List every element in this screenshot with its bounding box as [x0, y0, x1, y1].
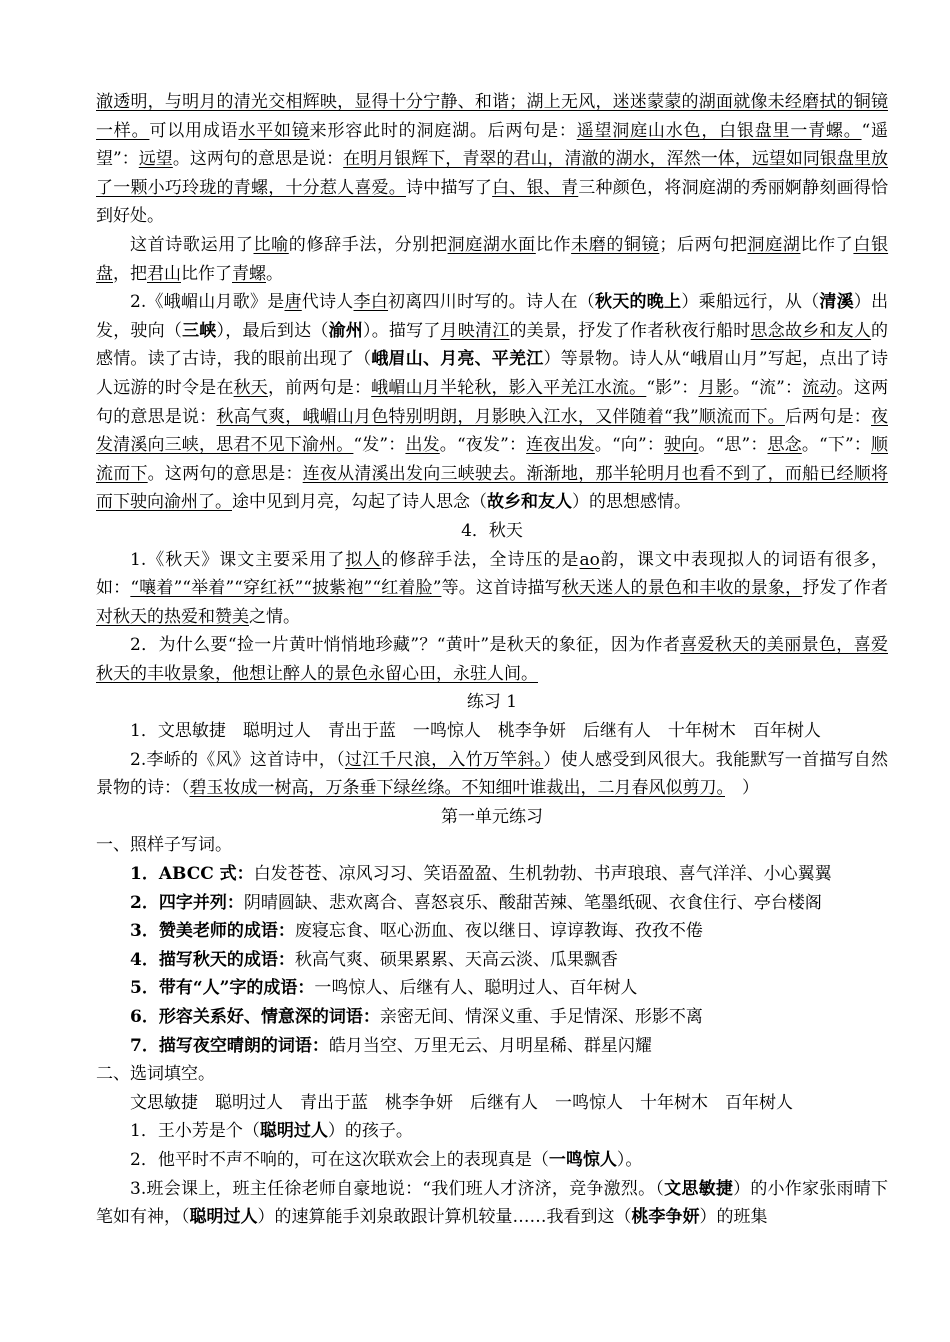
text-run: 可以用成语 — [149, 120, 239, 141]
text-run: 2.李峤的《风》这首诗中，（ — [130, 749, 345, 770]
text-run: 后两句是： — [784, 406, 871, 427]
paragraph-wind-poem — [96, 746, 888, 803]
underlined-answer: 连夜出发 — [526, 435, 595, 456]
underlined-answer: 水平如镜 — [238, 120, 310, 141]
underlined-answer: 喜爱秋天的美丽景色，喜爱秋天的丰收景象，他想让醉人的景色永留心田，永驻人间。 — [96, 635, 888, 684]
underlined-answer: 拟人 — [345, 549, 382, 570]
underlined-answer: “嚷着”“举着”“穿红袄”“披紫袍”“红着脸” — [130, 578, 442, 599]
underlined-answer: 比喻 — [253, 234, 289, 255]
word-pattern-list — [96, 860, 888, 1060]
text-run: ）的小作家张雨晴下笔如有神，（ — [96, 1178, 889, 1228]
underlined-answer: 月映清江 — [440, 320, 510, 341]
paragraph-dongting-explanation — [96, 88, 888, 231]
word-pattern-item — [96, 946, 888, 975]
underlined-answer: 遥望洞庭山水色，白银盘里一青螺。 — [576, 120, 862, 141]
text-run: 3.班会课上，班主任徐老师自豪地说：“我们班人才济济，竞争激烈。（ — [130, 1178, 665, 1199]
underlined-answer: 月影 — [698, 377, 733, 398]
underlined-answer: 出发 — [405, 435, 440, 456]
text-run: 来形容此时的洞庭湖。后两句是： — [309, 120, 577, 141]
underlined-answer: 夜发清溪向三峡，思君不见下渝州。 — [96, 406, 888, 456]
word-pattern-label: 7．描写夜空晴朗的词语： — [130, 1035, 329, 1056]
text-run: 比作了 — [181, 263, 232, 284]
text-run: 2．为什么要“捡一片黄叶悄悄地珍藏”？“黄叶”是秋天的象征，因为作者 — [130, 635, 681, 656]
text-run: “影”： — [646, 377, 699, 398]
text-run: 这首诗歌运用了 — [130, 234, 254, 255]
text-run: ） — [725, 778, 759, 799]
bold-answer: 秋天的晚上 — [595, 292, 682, 313]
underlined-answer: 远望 — [138, 149, 173, 170]
text-run: 的美景，抒发了作者秋夜行船时 — [509, 320, 751, 341]
bold-answer: 桃李争妍 — [631, 1207, 700, 1228]
text-run: 初离四川时写的。诗人在（ — [388, 292, 596, 313]
text-run: 比作 — [535, 234, 572, 255]
bold-answer: 故乡和友人 — [487, 492, 572, 513]
word-choice-bank: 文思敏捷 聪明过人 青出于蓝 桃李争妍 后继有人 一鸣惊人 十年树木 百年树人 — [130, 1092, 793, 1113]
section-1-title: 一、照样子写词。 — [96, 835, 232, 856]
underlined-answer: 连夜从清溪出发向三峡驶去。渐渐地，那半轮明月也看不到了，而船已经顺将而下驶向渝州了。 — [96, 463, 889, 513]
word-pattern-words: 白发苍苍、凉风习习、笑语盈盈、生机勃勃、书声琅琅、喜气洋洋、小心翼翼 — [253, 864, 832, 885]
word-pattern-label: 4．描写秋天的成语： — [130, 949, 295, 970]
underlined-answer: 碧玉妆成一树高，万条垂下绿丝绦。不知细叶谁裁出，二月春风似剪刀。 — [189, 778, 725, 799]
word-pattern-label: 6．形容关系好、情意深的词语： — [130, 1007, 380, 1027]
word-pattern-item — [96, 1032, 888, 1061]
text-run: “发”： — [353, 435, 406, 456]
text-run: 的修辞手法，分别把 — [288, 234, 448, 255]
bold-answer: 聪明过人 — [259, 1121, 328, 1142]
text-run: ）的速算能手刘泉敢跟计算机较量……我看到这（ — [257, 1207, 632, 1228]
underlined-answer: 秋高气爽，峨嵋山月色特别明朗，月影映入江水，又伴随着“我”顺流而下。 — [216, 406, 785, 427]
word-pattern-item — [96, 889, 888, 918]
underlined-answer: 对秋天的热爱和赞美 — [96, 606, 249, 627]
text-run: 之情。 — [249, 606, 300, 627]
text-run: 代诗人 — [301, 292, 354, 313]
paragraph-idiom-list — [96, 717, 888, 746]
word-pattern-item — [96, 974, 888, 1003]
word-pattern-words: 秋高气爽、硕果累累、天高云淡、瓜果飘香 — [294, 949, 618, 970]
bold-answer: 文思敏捷 — [664, 1178, 734, 1199]
word-pattern-item — [96, 1003, 888, 1032]
text-run: 。这两句的意思是说： — [172, 149, 344, 170]
underlined-answer: 驶向 — [663, 435, 699, 456]
text-run: 。“向”： — [594, 435, 664, 456]
text-run: “遥望”： — [96, 120, 889, 170]
underlined-answer: 白、银、青 — [492, 177, 579, 198]
underlined-answer: 思念故乡和友人 — [750, 320, 872, 341]
bold-answer: 峨眉山、月亮、平羌江 — [371, 349, 544, 370]
underlined-answer: 秋天迷人的景色和丰收的景象， — [561, 578, 803, 599]
underlined-answer: 顺流而下 — [96, 435, 889, 484]
word-pattern-label: 1．ABCC 式： — [130, 864, 254, 885]
underlined-answer: 澈透明，与明月的清光交相辉映，显得十分宁静、和谐；湖上无风，迷迷蒙蒙的湖面就像未经磨拭的铜镜一样。 — [96, 92, 888, 141]
heading-autumn-lesson: 4．秋天 — [461, 520, 523, 541]
text-run: ，前两句是： — [267, 377, 372, 398]
text-run: 。“夜发”： — [439, 435, 527, 456]
word-pattern-words: 一鸣惊人、后继有人、聪明过人、百年树人 — [314, 978, 638, 999]
text-run: 诗中描写了 — [406, 177, 493, 198]
bold-answer: 清溪 — [819, 292, 854, 313]
underlined-answer: 唐 — [284, 292, 302, 313]
underlined-answer: 秋天 — [233, 377, 268, 398]
word-pattern-label: 2．四字并列： — [130, 892, 244, 913]
fill-in-sentence-1 — [96, 1117, 888, 1146]
paragraph-emei-moon-song — [96, 288, 888, 517]
underlined-answer: 在明月银辉下，青翠的君山，清澈的湖水，浑然一体，远望如同银盘里放了一颗小巧玲珑的青螺，十分惹人喜爱。 — [96, 149, 889, 198]
text-run: ）的思想感情。 — [572, 492, 691, 513]
text-run: 。这两句的意思是： — [147, 463, 303, 484]
text-run: 。“流”： — [732, 377, 803, 398]
word-pattern-words: 皓月当空、万里无云、月明星稀、群星闪耀 — [328, 1035, 652, 1056]
word-pattern-label: 5．带有“人”字的成语： — [130, 978, 315, 999]
word-pattern-item — [96, 917, 888, 946]
underlined-answer: 洞庭湖 — [747, 234, 801, 255]
text-run: 的感情。读了古诗，我的眼前出现了（ — [96, 320, 889, 370]
underlined-answer: 思念 — [767, 435, 802, 456]
fill-in-sentence-2 — [96, 1146, 888, 1175]
text-run: 。“思”： — [698, 435, 768, 456]
word-pattern-words: 亲密无间、情深义重、手足情深、形影不离 — [379, 1007, 703, 1027]
word-pattern-label: 3．赞美老师的成语： — [130, 921, 295, 942]
fill-in-sentence-3 — [96, 1175, 888, 1232]
underlined-answer: 未磨的铜镜 — [571, 234, 660, 255]
text-run: 的修辞手法，全诗压的是 — [381, 549, 580, 570]
text-run: 途中见到月亮，勾起了诗人思念（ — [232, 492, 487, 513]
underlined-answer: 君山 — [147, 263, 181, 284]
text-run: 。“下”： — [801, 435, 872, 456]
underlined-answer: 李白 — [353, 292, 389, 313]
text-run: ）的孩子。 — [327, 1121, 413, 1142]
bold-answer: 聪明过人 — [189, 1207, 258, 1228]
text-run: ）等景物。诗人从“峨眉山月”写起，点出了诗人远游的时令是在 — [96, 349, 888, 398]
section-2-title: 二、选词填空。 — [96, 1064, 215, 1085]
text-run: 比作了 — [800, 234, 854, 255]
text-run: 。 — [266, 263, 283, 284]
paragraph-dongting-rhetoric — [96, 231, 888, 288]
text-run: 三种颜色，将洞庭湖的秀丽婀静刻画得恰到好处。 — [96, 177, 889, 227]
bold-answer: 渝州 — [328, 320, 363, 341]
text-run: ），最后到达（ — [216, 320, 329, 341]
text-run: ，把 — [113, 263, 147, 284]
text-run: 1．文思敏捷 聪明过人 青出于蓝 一鸣惊人 桃李争妍 后继有人 十年树木 百年树人 — [130, 721, 821, 742]
text-run: ）乘船远行，从（ — [681, 292, 820, 313]
text-run: ）出发，驶向（ — [96, 292, 889, 341]
text-run: 2．他平时不声不响的，可在这次联欢会上的表现真是（ — [130, 1149, 549, 1170]
text-run: ）的班集 — [699, 1207, 768, 1228]
text-run: 2.《峨嵋山月歌》是 — [130, 292, 285, 313]
text-run: 。这两句的意思是说： — [96, 377, 889, 427]
document-page — [96, 88, 888, 1232]
paragraph-autumn-rhetoric — [96, 546, 888, 632]
heading-unit-1-exercise: 第一单元练习 — [441, 806, 543, 827]
heading-exercise-1: 练习 1 — [466, 692, 518, 713]
text-run: 等。这首诗描写 — [441, 578, 562, 599]
text-run: ）。 — [616, 1149, 643, 1170]
text-run: ）使人感受到风很大。我能默写一首描写自然景物的诗：（ — [96, 749, 888, 799]
paragraph-autumn-yellow-leaf — [96, 631, 888, 688]
text-run: ；后两句把 — [659, 234, 748, 255]
underlined-answer: 洞庭湖水面 — [447, 234, 536, 255]
word-pattern-words: 废寝忘食、呕心沥血、夜以继日、谆谆教诲、孜孜不倦 — [294, 921, 703, 942]
word-pattern-item — [96, 860, 888, 889]
underlined-answer: 流动 — [802, 377, 837, 398]
bold-answer: 三峡 — [182, 320, 217, 341]
text-run: ）。描写了 — [363, 320, 441, 341]
text-run: 1．王小芳是个（ — [130, 1121, 260, 1142]
underlined-answer: 白银盘 — [96, 234, 889, 284]
underlined-answer: ao — [579, 549, 600, 570]
underlined-answer: 峨嵋山月半轮秋，影入平羌江水流。 — [371, 377, 647, 398]
bold-answer: 一鸣惊人 — [548, 1149, 617, 1170]
text-run: 抒发了作者 — [802, 578, 889, 599]
underlined-answer: 青螺 — [232, 263, 266, 284]
word-pattern-words: 阴晴圆缺、悲欢离合、喜怒哀乐、酸甜苦辣、笔墨纸砚、衣食住行、亭台楼阁 — [243, 892, 822, 913]
text-run: 1.《秋天》课文主要采用了 — [130, 549, 346, 570]
underlined-answer: 过江千尺浪，入竹万竿斜。 — [344, 749, 544, 770]
text-run: 韵，课文中表现拟人的词语有很多，如： — [96, 549, 889, 599]
